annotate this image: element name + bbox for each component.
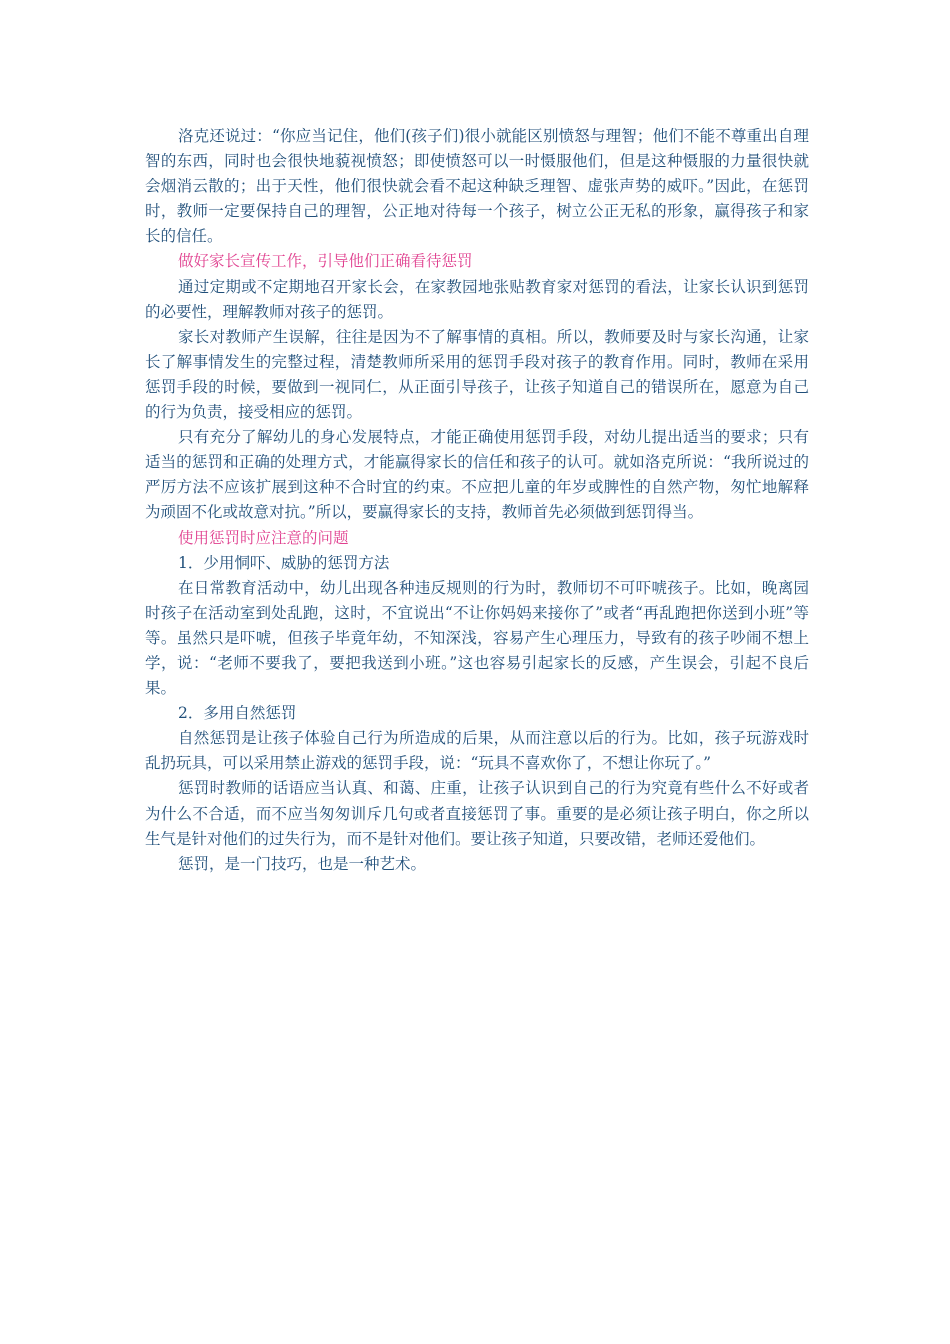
paragraph: 惩罚，是一门技巧，也是一种艺术。 (178, 854, 427, 873)
paragraph: 自然惩罚是让孩子体验自己行为所造成的后果，从而注意以后的行为。比如，孩子玩游戏时乱扔玩具，可以采用禁止游戏的惩罚手段，说：“玩具不喜欢你了，不想让你玩了。” (145, 729, 809, 773)
paragraph: 家长对教师产生误解，往往是因为不了解事情的真相。所以，教师要及时与家长沟通，让家长了解事情发生的完整过程，清楚教师所采用的惩罚手段对孩子的教育作用。同时，教师在采用惩罚手段的时候，要做到一视同仁，从正面引导孩子，让孩子知道自己的错误所在，愿意为自己的行为负责，接受相应的惩罚。 (145, 327, 809, 422)
paragraph: 只有充分了解幼儿的身心发展特点，才能正确使用惩罚手段，对幼儿提出适当的要求；只有适当的惩罚和正确的处理方式，才能赢得家长的信任和孩子的认可。就如洛克所说：“我所说过的严厉方法不应该扩展到这种不合时宜的约束。不应把儿童的年岁或脾性的自然产物，匆忙地解释为顽固不化或故意对抗。”所以，要赢得家长的支持，教师首先必须做到惩罚得当。 (145, 428, 809, 522)
section-heading: 做好家长宣传工作，引导他们正确看待惩罚 (178, 252, 473, 271)
subsection-heading: 1．少用恫吓、威胁的惩罚方法 (178, 553, 390, 572)
section-heading: 使用惩罚时应注意的问题 (178, 528, 349, 547)
paragraph: 在日常教育活动中，幼儿出现各种违反规则的行为时，教师切不可吓唬孩子。比如，晚离园时孩子在活动室到处乱跑，这时，不宜说出“不让你妈妈来接你了”或者“再乱跑把你送到小班”等等。虽然只是吓唬，但孩子毕竟年幼，不知深浅，容易产生心理压力，导致有的孩子吵闹不想上学，说：“老师不要我了，要把我送到小班。”这也容易引起家长的反感，产生误会，引起不良后果。 (145, 578, 809, 698)
paragraph: 惩罚时教师的话语应当认真、和蔼、庄重，让孩子认识到自己的行为究竟有些什么不好或者为什么不合适，而不应当匆匆训斥几句或者直接惩罚了事。重要的是必须让孩子明白，你之所以生气是针对他们的过失行为，而不是针对他们。要让孩子知道，只要改错，老师还爱他们。 (145, 779, 809, 848)
subsection-heading: 2．多用自然惩罚 (178, 704, 297, 723)
paragraph: 洛克还说过：“你应当记住，他们(孩子们)很小就能区别愤怒与理智；他们不能不尊重出自理智的东西，同时也会很快地藐视愤怒；即使愤怒可以一时慑服他们，但是这种慑服的力量很快就会烟消云散的；出于天性，他们很快就会看不起这种缺乏理智、虚张声势的威吓。”因此，在惩罚时，教师一定要保持自己的理智，公正地对待每一个孩子，树立公正无私的形象，赢得孩子和家长的信任。 (145, 127, 809, 246)
document-page (145, 124, 809, 877)
paragraph: 通过定期或不定期地召开家长会，在家教园地张贴教育家对惩罚的看法，让家长认识到惩罚的必要性，理解教师对孩子的惩罚。 (145, 277, 809, 321)
